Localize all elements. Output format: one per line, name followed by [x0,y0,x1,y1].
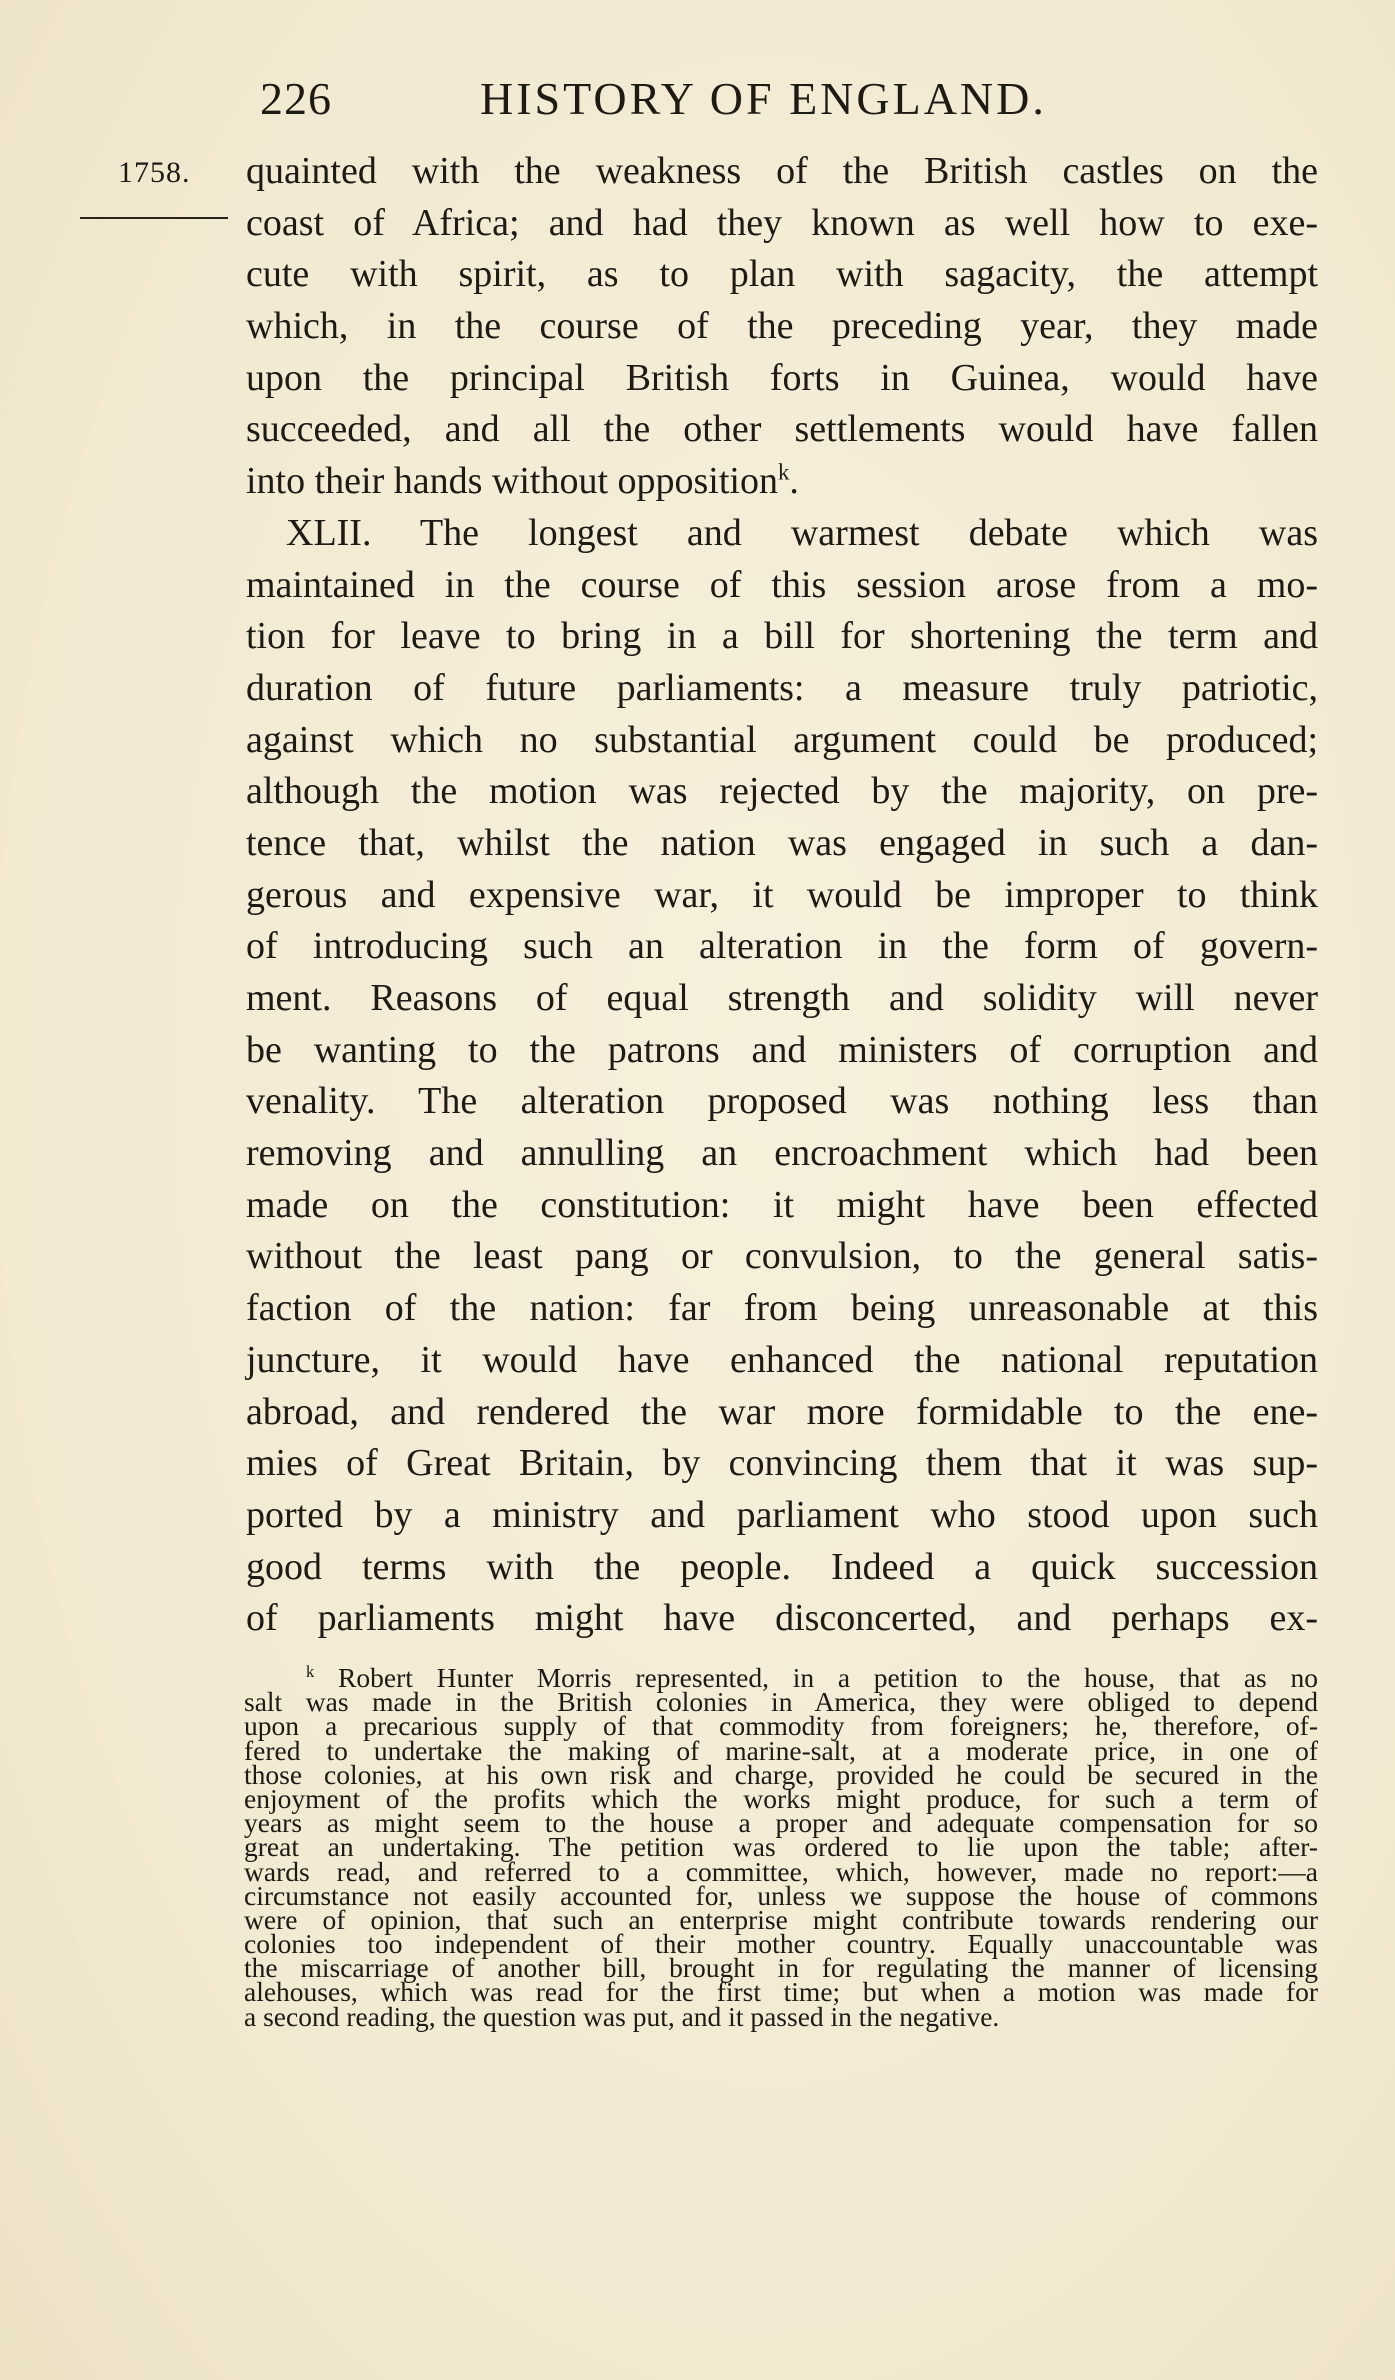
footnote-line: enjoyment of the profits which the works might produce, for such a term of [244,1782,1318,1814]
body-line: against which no substantial argument could be produced; [246,718,1318,761]
footnote-line: fered to undertake the making of marine-salt, at a moderate price, in one of [244,1734,1318,1766]
footnote-line: alehouses, which was read for the first time; but when a motion was made for [244,1976,1318,2008]
body-line: quainted with the weakness of the British castles on the [246,150,1318,192]
footnote-marker: k [306,1661,315,1681]
body-line: which, in the course of the preceding year, they made [246,305,1318,348]
running-head [248,72,1318,132]
footnote-line: years as might seem to the house a proper and adequate compensation for so [244,1807,1318,1839]
footnote-line: were of opinion, that such an enterprise might contribute towards rendering our [244,1903,1318,1935]
body-line: although the motion was rejected by the majority, on pre- [246,770,1318,813]
body-line: succeeded, and all the other settlements would have fallen [246,408,1318,451]
body-line: gerous and expensive war, it would be improper to think [246,873,1318,916]
body-line: tence that, whilst the nation was engaged in such a dan- [246,821,1318,864]
body-line: duration of future parliaments: a measure truly patriotic, [246,666,1318,709]
body-line: coast of Africa; and had they known as well how to exe- [246,201,1318,244]
body-line: mies of Great Britain, by convincing them that it was sup- [246,1442,1318,1485]
footnote-reference: k [777,459,790,485]
section-heading-line: XLII. The longest and warmest debate which was [286,511,1318,554]
body-line: good terms with the people. Indeed a quick succession [246,1545,1318,1588]
page-number: 226 [260,73,332,124]
footnote-line: colonies too independent of their mother country. Equally unaccountable was [244,1928,1318,1960]
body-line: juncture, it would have enhanced the national reputation [246,1338,1318,1381]
body-line: of introducing such an alteration in the form of govern- [246,925,1318,968]
body-line: venality. The alteration proposed was nothing less than [246,1080,1318,1123]
body-line: made on the constitution: it might have been effected [246,1183,1318,1226]
footnote-line: salt was made in the British colonies in America, they were obliged to depend [244,1686,1318,1718]
footnote-line: a second reading, the question was put, and it passed in the negative. [244,2000,1000,2032]
running-title: HISTORY OF ENGLAND. [480,73,1047,124]
body-line: of parliaments might have disconcerted, and perhaps ex- [246,1597,1318,1640]
body-line: abroad, and rendered the war more formidable to the ene- [246,1390,1318,1433]
body-line: into their hands without opposition [246,460,778,503]
body-line: be wanting to the patrons and ministers of corruption and [246,1028,1318,1071]
footnote-line: Robert Hunter Morris represented, in a petition to the house, that as no [338,1662,1319,1693]
footnote-line: great an undertaking. The petition was ordered to lie upon the table; after- [244,1831,1318,1863]
footnote-line: wards read, and referred to a committee, which, however, made no report:—a [244,1855,1318,1887]
footnote-line: circumstance not easily accounted for, unless we suppose the house of commons [244,1879,1318,1911]
footnote-line: the miscarriage of another bill, brought in for regulating the manner of licensing [244,1952,1318,1984]
body-line: removing and annulling an encroachment which had been [246,1132,1318,1175]
body-line-with-footnote-ref: into their hands without opposition$^k$. [246,459,799,503]
body-line: cute with spirit, as to plan with sagacity, the attempt [246,253,1318,296]
body-line: ment. Reasons of equal strength and solidity will never [246,977,1318,1019]
body-line: upon the principal British forts in Guinea, would have [246,356,1318,399]
body-line: faction of the nation: far from being unreasonable at this [246,1287,1318,1330]
body-line: maintained in the course of this session arose from a mo- [246,563,1318,606]
body-text [246,146,1318,1645]
margin-year: 1758. [118,156,191,189]
body-line: ported by a ministry and parliament who stood upon such [246,1493,1318,1536]
footnotes [244,1661,1319,2032]
footnote-line: upon a precarious supply of that commodity from foreigners; he, therefore, of- [244,1710,1318,1742]
body-line: tion for leave to bring in a bill for shortening the term and [246,615,1318,658]
margin-rule [80,217,228,219]
footnote-line: those colonies, at his own risk and charge, provided he could be secured in the [244,1758,1318,1790]
body-line: without the least pang or convulsion, to the general satis- [246,1235,1318,1278]
